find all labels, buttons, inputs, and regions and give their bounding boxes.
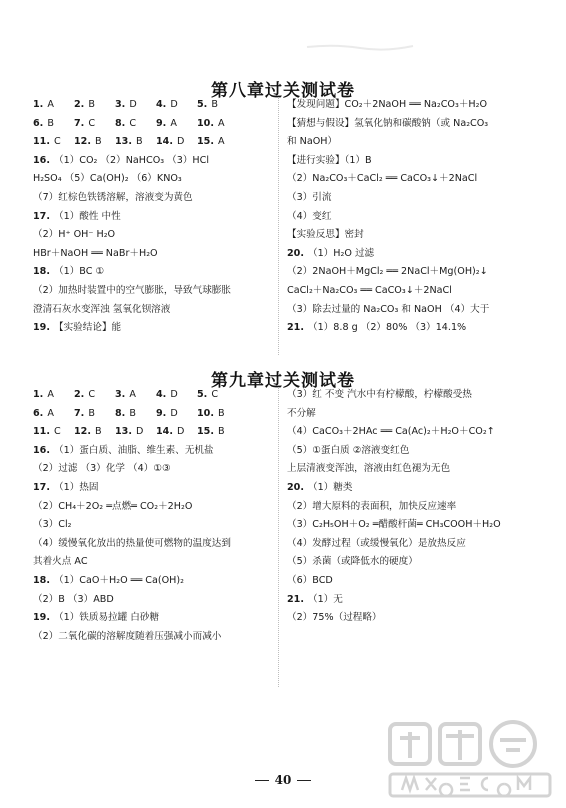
chapter8-left-column: [33, 96, 273, 338]
question-number: 10.: [197, 117, 214, 129]
answer-line: [33, 189, 273, 208]
answer-line: [287, 152, 547, 171]
answer-line: [287, 386, 547, 405]
answer-choice: B: [136, 136, 143, 148]
question-number: 6.: [33, 407, 44, 419]
mc-answer: [33, 133, 74, 152]
answer-text: （1）BC ①: [54, 266, 105, 278]
answer-line: [287, 460, 547, 479]
mc-answer: [33, 405, 74, 424]
mc-answer: [74, 386, 115, 405]
answer-line: [33, 245, 273, 264]
answer-text: （3）Cl₂: [33, 519, 72, 531]
answer-text: （1）酸性 中性: [54, 210, 121, 222]
answer-line: [33, 535, 273, 554]
mc-answer: [115, 133, 156, 152]
mc-answer: [74, 405, 115, 424]
answer-text: （1）铁质易拉罐 白砂糖: [54, 612, 160, 624]
mc-answer: [197, 133, 238, 152]
question-number: 15.: [197, 426, 214, 438]
answer-text: 【实验反思】密封: [287, 229, 364, 241]
answer-text: H₂SO₄ （5）Ca(OH)₂ （6）KNO₃: [33, 173, 182, 185]
question-number: 9.: [156, 407, 167, 419]
answer-line: [33, 282, 273, 301]
answer-line: [33, 152, 273, 171]
answer-choice: A: [47, 99, 54, 110]
question-number: 12.: [74, 426, 91, 438]
mc-answer: [197, 423, 238, 442]
question-number: 19.: [33, 322, 50, 334]
answer-choice: C: [88, 117, 96, 129]
question-number: 15.: [197, 136, 214, 148]
answer-line: [33, 442, 273, 461]
answer-line: [287, 479, 547, 498]
question-number: 16.: [33, 444, 50, 456]
answer-text: （2）CH₄＋2O₂ ═点燃═ CO₂＋2H₂O: [33, 500, 193, 512]
question-number: 17.: [33, 210, 50, 222]
mc-answer-row: [33, 133, 273, 152]
answer-line: [33, 301, 273, 320]
question-number: 21.: [287, 322, 304, 334]
mc-answer: [156, 115, 197, 134]
answer-choice: D: [170, 389, 178, 400]
question-number: 7.: [74, 407, 85, 419]
answer-choice: C: [54, 136, 61, 148]
chapter8-right-column: [287, 96, 547, 338]
mc-answer: [197, 96, 238, 115]
answer-text: （1）无: [308, 593, 343, 605]
question-number: 2.: [74, 389, 85, 400]
mc-answer: [33, 386, 74, 405]
answer-text: 【进行实验】（1）B: [287, 154, 372, 166]
answer-line: [33, 628, 273, 647]
answer-choice: A: [129, 389, 136, 400]
answer-line: [33, 479, 273, 498]
answer-line: [287, 115, 547, 134]
mc-answer-row: [33, 386, 273, 405]
answer-line: [287, 591, 547, 610]
answer-line: [33, 170, 273, 189]
answer-text: （3）引流: [287, 191, 332, 203]
answer-line: [287, 282, 547, 301]
watermark-logo: [388, 718, 553, 800]
answer-line: [287, 189, 547, 208]
answer-line: [33, 498, 273, 517]
mc-answer: [74, 115, 115, 134]
answer-text: （2）Na₂CO₃＋CaCl₂ ══ CaCO₃↓＋2NaCl: [287, 173, 478, 185]
answer-line: [287, 405, 547, 424]
answer-line: [287, 516, 547, 535]
question-number: 8.: [115, 117, 126, 129]
question-number: 12.: [74, 136, 91, 148]
question-number: 14.: [156, 426, 173, 438]
question-number: 18.: [33, 266, 50, 278]
answer-text: （6）BCD: [287, 574, 333, 586]
answer-choice: B: [88, 407, 95, 419]
mc-answer: [74, 133, 115, 152]
answer-text: 和 NaOH）: [287, 136, 338, 148]
question-number: 13.: [115, 426, 132, 438]
answer-choice: C: [54, 426, 61, 438]
answer-text: CaCl₂＋Na₂CO₃ ══ CaCO₃↓＋2NaCl: [287, 284, 452, 296]
mc-answer: [115, 115, 156, 134]
answer-choice: B: [218, 426, 225, 438]
answer-line: [287, 245, 547, 264]
answer-text: （3）C₂H₅OH＋O₂ ═醋酸杆菌═ CH₃COOH＋H₂O: [287, 519, 501, 531]
answer-line: [287, 301, 547, 320]
answer-line: [287, 96, 547, 115]
question-number: 9.: [156, 117, 167, 129]
answer-text: 不分解: [287, 407, 316, 419]
answer-choice: B: [47, 117, 54, 129]
question-number: 19.: [33, 612, 50, 624]
answer-choice: D: [170, 99, 178, 110]
mc-answer: [156, 423, 197, 442]
answer-text: 上层清液变浑浊，溶液由红色褪为无色: [287, 463, 451, 475]
mc-answer: [197, 405, 238, 424]
mc-answer: [115, 96, 156, 115]
mc-answer: [115, 423, 156, 442]
answer-text: （1）热固: [54, 481, 99, 493]
answer-text: 【猜想与假设】氢氧化钠和碳酸钠（或 Na₂CO₃: [287, 117, 489, 129]
question-number: 13.: [115, 136, 132, 148]
mc-answer: [74, 423, 115, 442]
answer-text: （2）二氧化碳的溶解度随着压强减小而减小: [33, 630, 222, 642]
answer-line: [33, 516, 273, 535]
mc-answer: [33, 96, 74, 115]
column-divider: [278, 97, 279, 355]
question-number: 21.: [287, 593, 304, 605]
answer-line: [287, 572, 547, 591]
answer-text: （4）缓慢氧化放出的热量使可燃物的温度达到: [33, 537, 231, 549]
answer-choice: C: [88, 389, 96, 400]
answer-line: [287, 423, 547, 442]
answer-text: 【实验结论】能: [54, 322, 122, 334]
chapter8-title: 第八章过关测试卷: [211, 81, 355, 101]
answer-line: [287, 553, 547, 572]
question-number: 3.: [115, 99, 126, 110]
answer-choice: A: [47, 389, 54, 400]
answer-text: 澄清石灰水变浑浊 氢氧化钡溶液: [33, 303, 171, 315]
answer-line: [287, 498, 547, 517]
answer-choice: B: [211, 99, 218, 110]
question-number: 4.: [156, 99, 167, 110]
page-number-text: 40: [274, 773, 292, 787]
mc-answer: [74, 96, 115, 115]
answer-choice: A: [170, 117, 177, 129]
answer-choice: D: [177, 136, 185, 148]
question-number: 5.: [197, 389, 208, 400]
mc-answer: [115, 386, 156, 405]
answer-line: [287, 263, 547, 282]
answer-text: （5）①蛋白质 ②溶液变红色: [287, 444, 410, 456]
answer-text: （3）除去过量的 Na₂CO₃ 和 NaOH （4）大于: [287, 303, 490, 315]
answer-text: （5）杀菌（或降低水的硬度）: [287, 556, 418, 568]
answer-choice: B: [129, 407, 136, 419]
answer-choice: B: [88, 99, 95, 110]
answer-line: [33, 572, 273, 591]
answer-line: [33, 226, 273, 245]
mc-answer: [156, 96, 197, 115]
answer-line: [287, 208, 547, 227]
answer-line: [33, 591, 273, 610]
question-number: 2.: [74, 99, 85, 110]
answer-line: [287, 442, 547, 461]
answer-text: （4）变红: [287, 210, 332, 222]
question-number: 6.: [33, 117, 44, 129]
mc-answer-row: [33, 96, 273, 115]
answer-choice: A: [218, 117, 225, 129]
answer-text: （2）H⁺ OH⁻ H₂O: [33, 229, 116, 241]
question-number: 11.: [33, 426, 50, 438]
answer-line: [33, 319, 273, 338]
answer-line: [287, 319, 547, 338]
mc-answer: [33, 115, 74, 134]
answer-text: （7）红棕色铁锈溶解，溶液变为黄色: [33, 191, 193, 203]
answer-line: [33, 460, 273, 479]
answer-choice: D: [170, 407, 178, 419]
answer-text: 【发现问题】CO₂＋2NaOH ══ Na₂CO₃＋H₂O: [287, 99, 488, 110]
answer-text: （3）红 不变 汽水中有柠檬酸，柠檬酸受热: [287, 389, 472, 400]
mc-answer: [197, 386, 238, 405]
answer-choice: D: [136, 426, 144, 438]
question-number: 3.: [115, 389, 126, 400]
answer-line: [33, 208, 273, 227]
question-number: 5.: [197, 99, 208, 110]
answer-line: [287, 226, 547, 245]
question-number: 16.: [33, 154, 50, 166]
answer-line: [287, 170, 547, 189]
answer-text: （2）增大原料的表面积，加快反应速率: [287, 500, 457, 512]
question-number: 17.: [33, 481, 50, 493]
answer-text: （1）糖类: [308, 481, 353, 493]
column-divider: [278, 387, 279, 687]
question-number: 7.: [74, 117, 85, 129]
mc-answer: [156, 386, 197, 405]
answer-text: （1）CaO＋H₂O ══ Ca(OH)₂: [54, 574, 184, 586]
answer-text: （2）过滤 （3）化学 （4）①③: [33, 463, 171, 475]
answer-text: （1）蛋白质、油脂、维生素、无机盐: [54, 444, 214, 456]
answer-line: [287, 133, 547, 152]
mc-answer-row: [33, 423, 273, 442]
mc-answer: [156, 133, 197, 152]
question-number: 14.: [156, 136, 173, 148]
answer-text: （2）B （3）ABD: [33, 593, 114, 605]
mc-answer-row: [33, 115, 273, 134]
answer-text: （4）CaCO₃＋2HAc ══ Ca(Ac)₂＋H₂O＋CO₂↑: [287, 426, 495, 438]
question-number: 18.: [33, 574, 50, 586]
question-number: 4.: [156, 389, 167, 400]
answer-choice: B: [218, 407, 225, 419]
question-number: 8.: [115, 407, 126, 419]
question-number: 10.: [197, 407, 214, 419]
answer-text: （2）2NaOH＋MgCl₂ ══ 2NaCl＋Mg(OH)₂↓: [287, 266, 488, 278]
question-number: 11.: [33, 136, 50, 148]
answer-choice: A: [47, 407, 54, 419]
answer-choice: B: [95, 426, 102, 438]
mc-answer: [33, 423, 74, 442]
chapter9-left-column: [33, 386, 273, 646]
answer-text: （2）加热时装置中的空气膨胀，导致气球膨胀: [33, 284, 231, 296]
answer-choice: A: [218, 136, 225, 148]
answer-text: （2）75%（过程略）: [287, 612, 382, 624]
mc-answer: [115, 405, 156, 424]
mc-answer: [156, 405, 197, 424]
question-number: 1.: [33, 389, 44, 400]
answer-text: （1）CO₂ （2）NaHCO₃ （3）HCl: [54, 154, 210, 166]
answer-line: [33, 263, 273, 282]
answer-choice: B: [95, 136, 102, 148]
chapter9-title: 第九章过关测试卷: [211, 371, 355, 391]
question-number: 1.: [33, 99, 44, 110]
answer-text: （1）8.8 g （2）80% （3）14.1%: [308, 322, 467, 334]
chapter9-right-column: [287, 386, 547, 628]
answer-line: [287, 535, 547, 554]
answer-choice: D: [129, 99, 137, 110]
scan-smudge: [305, 42, 415, 52]
answer-choice: D: [177, 426, 185, 438]
answer-line: [33, 553, 273, 572]
answer-choice: C: [211, 389, 219, 400]
mc-answer: [197, 115, 238, 134]
answer-text: （4）发酵过程（或缓慢氧化）是放热反应: [287, 537, 466, 549]
answer-text: 其着火点 AC: [33, 556, 88, 568]
answer-text: HBr＋NaOH ══ NaBr＋H₂O: [33, 247, 158, 259]
answer-line: [287, 609, 547, 628]
answer-text: （1）H₂O 过滤: [308, 247, 375, 259]
answer-line: [33, 609, 273, 628]
answer-choice: C: [129, 117, 137, 129]
mc-answer-row: [33, 405, 273, 424]
question-number: 20.: [287, 247, 304, 259]
question-number: 20.: [287, 481, 304, 493]
